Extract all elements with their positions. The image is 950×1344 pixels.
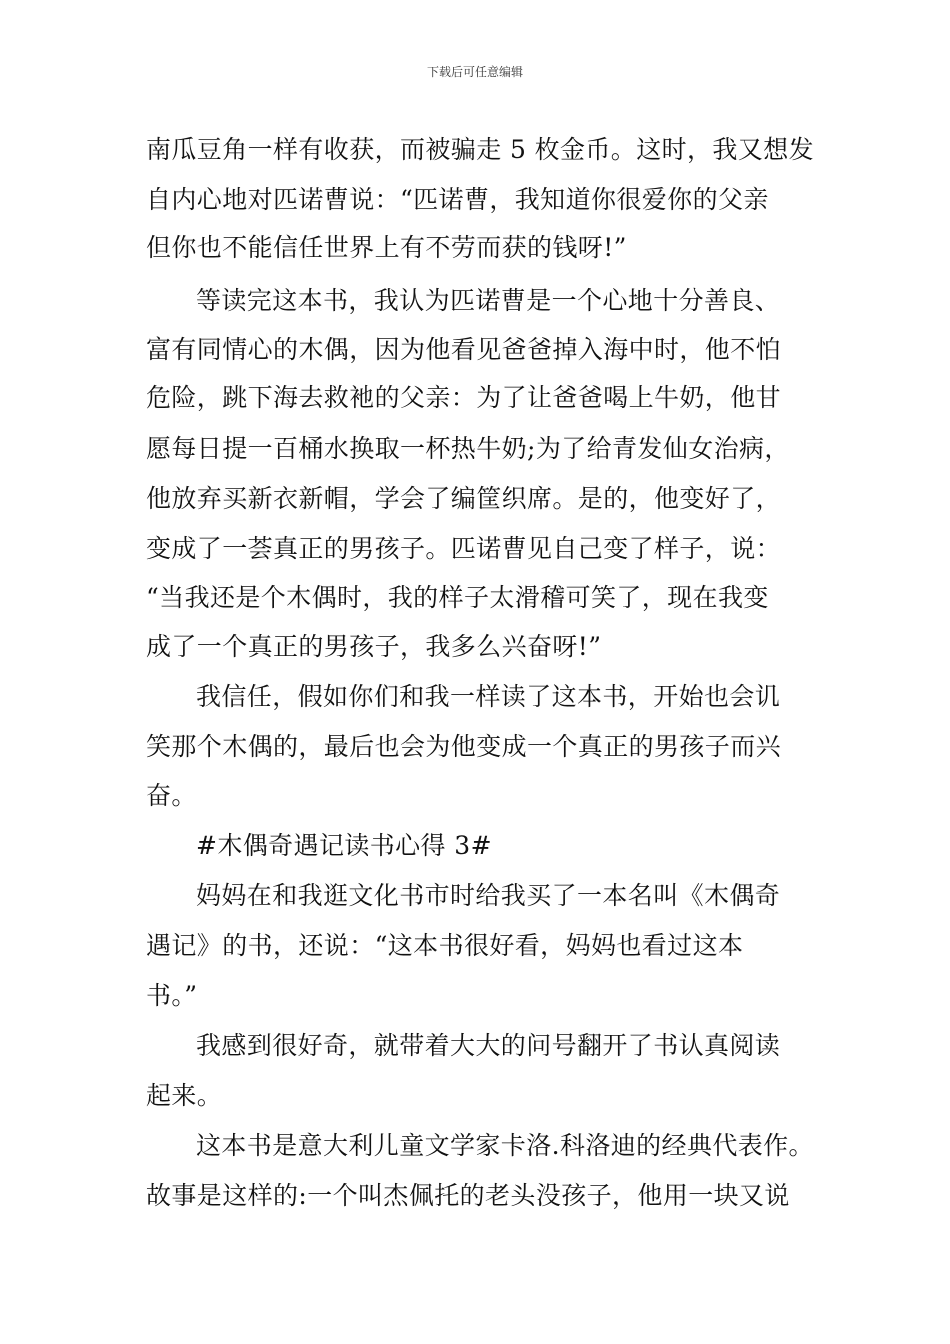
paragraph-first-line: 这本书是意大利儿童文学家卡洛.科洛迪的经典代表作。: [196, 1131, 814, 1160]
text-line: 南瓜豆角一样有收获，而被骗走 5 枚金币。这时，我又想发: [146, 135, 815, 164]
text-line: “当我还是个木偶时，我的样子太滑稽可笑了，现在我变: [146, 583, 769, 612]
text-line: 愿每日提一百桶水换取一杯热牛奶;为了给青发仙女治病，: [146, 434, 790, 463]
text-line: 书。”: [146, 981, 198, 1010]
text-line: 奋。: [146, 781, 197, 810]
text-line: 危险，跳下海去救衪的父亲：为了让爸爸喝上牛奶，他甘: [146, 383, 782, 412]
text-line: 遇记》的书，还说：“这本书很好看，妈妈也看过这本: [146, 931, 744, 960]
page-header: 下载后可任意编辑: [426, 65, 523, 79]
paragraph-first-line: 我信任，假如你们和我一样读了这本书，开始也会讥: [196, 682, 781, 711]
text-line: 富有同情心的木偶，因为他看见爸爸掉入海中时，他不怕: [146, 335, 782, 364]
paragraph-first-line: 我感到很好奇，就带着大大的问号翻开了书认真阅读: [196, 1031, 781, 1060]
text-line: 成了一个真正的男孩子，我多么兴奋呀!”: [146, 632, 602, 661]
text-line: 自内心地对匹诺曹说：“匹诺曹，我知道你很爱你的父亲: [146, 185, 769, 214]
paragraph-first-line: 等读完这本书，我认为匹诺曹是一个心地十分善良、: [196, 286, 781, 315]
text-line: 但你也不能信任世界上有不劳而获的钱呀!”: [146, 233, 627, 262]
text-line: 起来。: [146, 1081, 223, 1110]
text-line: 他放弃买新衣新帽，学会了编筐织席。是的，他变好了，: [146, 484, 782, 513]
paragraph-first-line: 妈妈在和我逛文化书市时给我买了一本名叫《木偶奇: [196, 881, 781, 910]
text-line: 故事是这样的:一个叫杰佩托的老头没孩子，他用一块又说: [146, 1181, 790, 1210]
text-line: 笑那个木偶的，最后也会为他变成一个真正的男孩子而兴: [146, 732, 782, 761]
section-heading: #木偶奇遇记读书心得 3#: [196, 831, 492, 860]
text-line: 变成了一荟真正的男孩子。匹诺曹见自己变了样子，说：: [146, 534, 782, 563]
